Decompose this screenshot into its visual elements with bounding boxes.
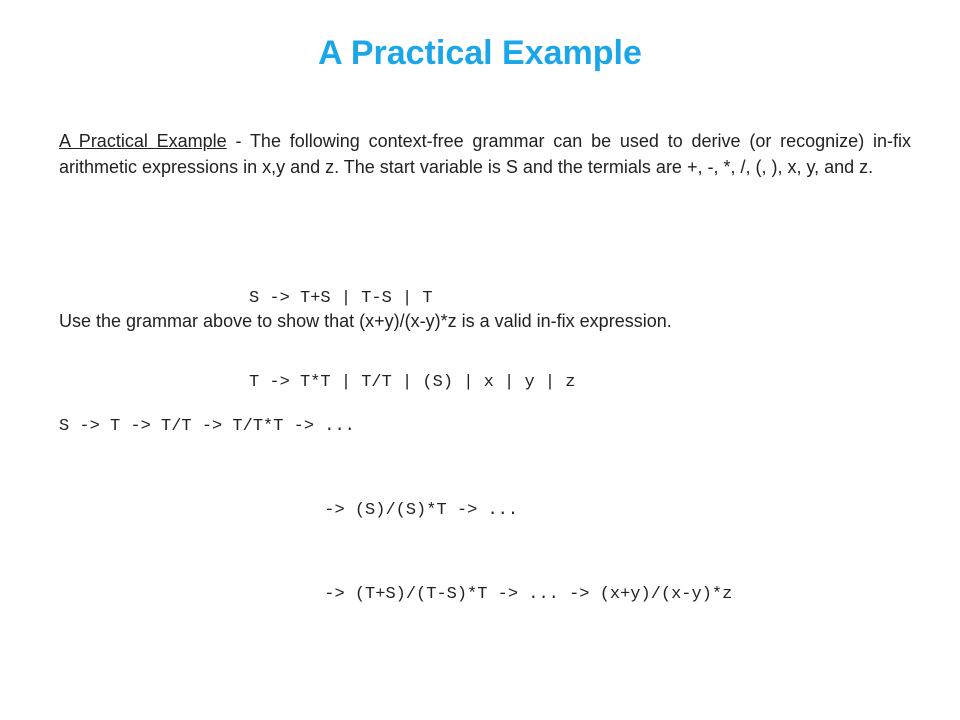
grammar-rule-s: S -> T+S | T-S | T — [249, 289, 433, 308]
grammar-rule-t: T -> T*T | T/T | (S) | x | y | z — [249, 373, 576, 392]
derivation-line: -> (T+S)/(T-S)*T -> ... -> (x+y)/(x-y)*z — [59, 585, 733, 604]
intro-lead: A Practical Example — [59, 131, 227, 151]
slide-title: A Practical Example — [318, 34, 642, 72]
intro-paragraph — [59, 128, 911, 180]
derivation-line: S -> T -> T/T -> T/T*T -> ... — [59, 417, 355, 436]
intro-text: - The following context-free grammar can be used to derive (or recognize) in-fix arithmetic expressions in x,y and z. The start variable is S and the termials are +, -, *, /, (, ), x, y, and z. — [59, 131, 911, 177]
derivation-line: -> (S)/(S)*T -> ... — [59, 501, 519, 520]
exercise-prompt: Use the grammar above to show that (x+y)/(x-y)*z is a valid in-fix expression. — [59, 311, 672, 331]
derivation — [59, 357, 732, 665]
